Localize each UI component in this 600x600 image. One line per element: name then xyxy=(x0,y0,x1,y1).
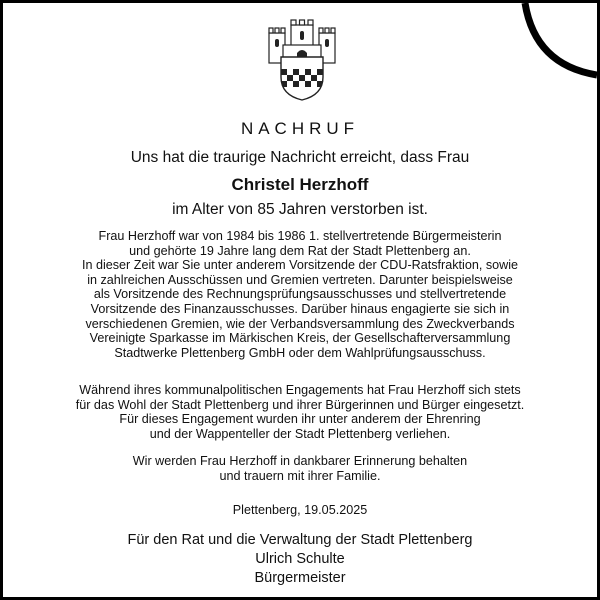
remembrance-paragraph xyxy=(3,454,597,483)
biography-paragraph xyxy=(3,229,597,360)
intro-line: Uns hat die traurige Nachricht erreicht, dass Frau xyxy=(130,149,470,166)
text-line: verschiedenen Gremien, wie der Verbandsversammlung des Zweckverbands xyxy=(85,316,515,331)
text-line: und der Wappenteller der Stadt Plettenberg verliehen. xyxy=(149,426,451,441)
signatory-name: Ulrich Schulte xyxy=(255,551,345,567)
signatory-title: Bürgermeister xyxy=(254,570,346,586)
text-line: in zahlreichen Ausschüssen und Gremien vertreten. Darunter beispielsweise xyxy=(87,272,513,287)
text-line: Wir werden Frau Herzhoff in dankbarer Erinnerung behalten xyxy=(132,454,468,468)
text-line: Vereinigte Sparkasse im Märkischen Kreis, der Gesellschafterversammlung xyxy=(89,331,511,346)
text-line: und gehörte 19 Jahre lang dem Rat der Stadt Plettenberg an. xyxy=(129,243,471,258)
text-line: Vorsitzende des Finanzausschusses. Darüber hinaus engagierte sie sich in xyxy=(90,301,510,316)
text-line: Frau Herzhoff war von 1984 bis 1986 1. stellvertretende Bürgermeisterin xyxy=(98,229,502,243)
closing-signature xyxy=(3,531,597,588)
text-line: Stadtwerke Plettenberg GmbH oder dem Wahlprüfungsausschuss. xyxy=(114,345,486,360)
text-line: und trauern mit ihrer Familie. xyxy=(219,468,381,483)
page-title: NACHRUF xyxy=(240,119,360,138)
text-line: Für dieses Engagement wurden ihr unter anderem der Ehrenring xyxy=(119,412,481,427)
text-line: für das Wohl der Stadt Plettenberg und ihrer Bürgerinnen und Bürger eingesetzt. xyxy=(75,397,525,412)
deceased-name: Christel Herzhoff xyxy=(231,175,369,194)
text-line: als Vorsitzende des Rechnungsprüfungsausschusses und stellvertretende xyxy=(93,287,507,302)
text-line: In dieser Zeit war Sie unter anderem Vorsitzende der CDU-Ratsfraktion, sowie xyxy=(81,258,519,273)
place-date: Plettenberg, 19.05.2025 xyxy=(232,503,368,517)
text-line: Während ihres kommunalpolitischen Engagements hat Frau Herzhoff sich stets xyxy=(79,383,521,397)
engagement-paragraph xyxy=(3,383,597,441)
city-coat-of-arms-icon xyxy=(261,19,343,101)
closing-line: Für den Rat und die Verwaltung der Stadt Plettenberg xyxy=(127,532,473,548)
mourning-band-icon xyxy=(477,3,597,123)
age-line: im Alter von 85 Jahren verstorben ist. xyxy=(172,201,428,218)
